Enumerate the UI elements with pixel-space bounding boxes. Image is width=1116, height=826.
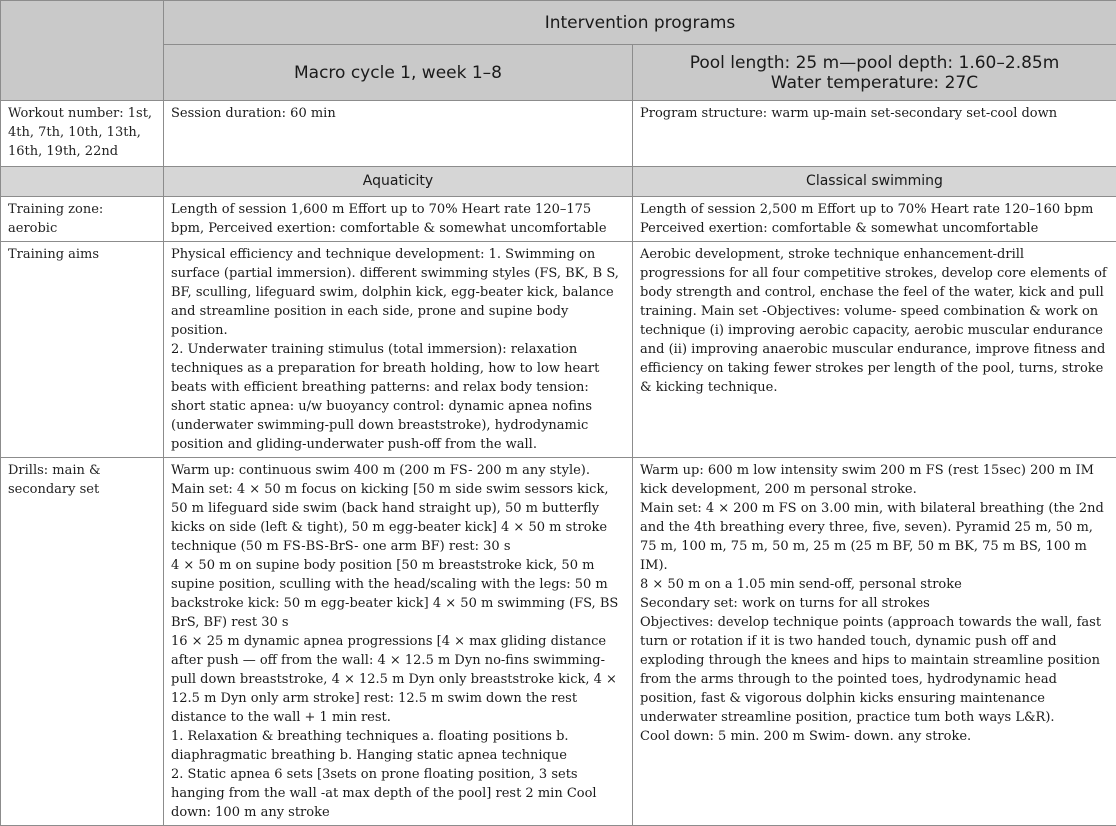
table-title: Intervention programs [164, 1, 1116, 45]
water-temperature: Water temperature: 27C [640, 73, 1109, 93]
pool-length-depth: Pool length: 25 m—pool depth: 1.60–2.85m [640, 53, 1109, 73]
drill-line: Objectives: develop technique points (approach towards the wall, fast turn or rotation if it is two handed touch, dynamic push off and exploding through the knees and hips to maintain streamline position from the arms through to the pointed toes, hydrodynamic head position, fast & vigorous dolphin kicks ensuring maintenance underwater streamline position, practice tum both ways L&R). [640, 613, 1109, 727]
workout-number-label: Workout number: 1st, 4th, 7th, 10th, 13th, 16th, 19th, 22nd [1, 101, 164, 167]
classical-aims-cell: Aerobic development, stroke technique enhancement-drill progressions for all four competitive strokes, develop core elements of body strength and control, enchase the feel of the water, kick and pull training. Main set -Objectives: volume- speed combination & work on technique (i) improving aerobic capacity, aerobic muscular endurance and (ii) improving anaerobic muscular endurance, improve fitness and efficiency on taking fewer strokes per length of the pool, turns, stroke & kicking technique. [633, 242, 1116, 458]
drill-line: Main set: 4 × 50 m focus on kicking [50 m side swim sessors kick, 50 m lifeguard side swim (back hand straight up), 50 m butterfly kicks on side (left & tight), 50 m egg-beater kick] 4 × 50 m stroke technique (50 m FS-BS-BrS- one arm BF) rest: 30 s [171, 480, 625, 556]
drill-line: Warm up: 600 m low intensity swim 200 m FS (rest 15sec) 200 m IM kick development, 200 m personal stroke. [640, 461, 1109, 499]
aquaticity-header: Aquaticity [164, 167, 633, 197]
drill-line: 1. Relaxation & breathing techniques a. floating positions b. diaphragmatic breathing b. Hanging static apnea technique [171, 727, 625, 765]
header-corner-cell [1, 1, 164, 101]
table-row-training-aims [1, 242, 1116, 458]
drill-line: 2. Static apnea 6 sets [3sets on prone floating position, 3 sets hanging from the wall -at max depth of the pool] rest 2 min Cool down: 100 m any stroke [171, 765, 625, 822]
table-row-drills [1, 458, 1116, 826]
table-row-training-zone [1, 197, 1116, 242]
drill-line: 16 × 25 m dynamic apnea progressions [4 × max gliding distance after push — off from the wall: 4 × 12.5 m Dyn no-fins swimming-pull down breaststroke, 4 × 12.5 m Dyn only breaststroke kick, 4 × 12.5 m Dyn only arm stroke] rest: 12.5 m swim down the rest distance to the wall + 1 min rest. [171, 632, 625, 727]
drill-line: Cool down: 5 min. 200 m Swim- down. any stroke. [640, 727, 1109, 746]
drill-line: Warm up: continuous swim 400 m (200 m FS- 200 m any style). [171, 461, 625, 480]
drill-line: Main set: 4 × 200 m FS on 3.00 min, with bilateral breathing (the 2nd and the 4th breathing every three, five, seven). Pyramid 25 m, 50 m, 75 m, 100 m, 75 m, 50 m, 25 m (25 m BF, 50 m BK, 75 m BS, 100 m IM). [640, 499, 1109, 575]
session-duration-cell: Session duration: 60 min [164, 101, 633, 167]
drill-line: Secondary set: work on turns for all strokes [640, 594, 1109, 613]
subheader-blank-cell [1, 167, 164, 197]
training-zone-label: Training zone: aerobic [1, 197, 164, 242]
classical-swimming-header: Classical swimming [633, 167, 1116, 197]
drill-line: 8 × 50 m on a 1.05 min send-off, personal stroke [640, 575, 1109, 594]
aims-paragraph-1: Physical efficiency and technique development: 1. Swimming on surface (partial immersion). different swimming styles (FS, BK, B S, BF, sculling, lifeguard swim, dolphin kick, egg-beater kick, balance and streamline position in each side, prone and supine body position. [171, 245, 625, 340]
macro-cycle-header: Macro cycle 1, week 1–8 [164, 45, 633, 101]
table-row-workout [1, 101, 1116, 167]
aquaticity-zone-cell: Length of session 1,600 m Effort up to 70% Heart rate 120–175 bpm, Perceived exertion: comfortable & somewhat uncomfortable [164, 197, 633, 242]
aquaticity-drills-cell [164, 458, 633, 826]
aquaticity-aims-cell [164, 242, 633, 458]
classical-zone-cell: Length of session 2,500 m Effort up to 70% Heart rate 120–160 bpm Perceived exertion: comfortable & somewhat uncomfortable [633, 197, 1116, 242]
table-subheader-row [1, 167, 1116, 197]
training-aims-label: Training aims [1, 242, 164, 458]
drill-line: 4 × 50 m on supine body position [50 m breaststroke kick, 50 m supine position, sculling with the head/scaling with the legs: 50 m backstroke kick: 50 m egg-beater kick] 4 × 50 m swimming (FS, BS BrS, BF) rest 30 s [171, 556, 625, 632]
program-structure-cell: Program structure: warm up-main set-secondary set-cool down [633, 101, 1116, 167]
pool-info-header [633, 45, 1116, 101]
aims-paragraph-2: 2. Underwater training stimulus (total immersion): relaxation techniques as a preparation for breath holding, how to low heart beats with efficient breathing patterns: and relax body tension: short static apnea: u/w buoyancy control: dynamic apnea nofins (underwater swimming-pull down breaststroke), hydrodynamic position and gliding-underwater push-off from the wall. [171, 340, 625, 454]
drills-label: Drills: main & secondary set [1, 458, 164, 826]
classical-drills-cell [633, 458, 1116, 826]
